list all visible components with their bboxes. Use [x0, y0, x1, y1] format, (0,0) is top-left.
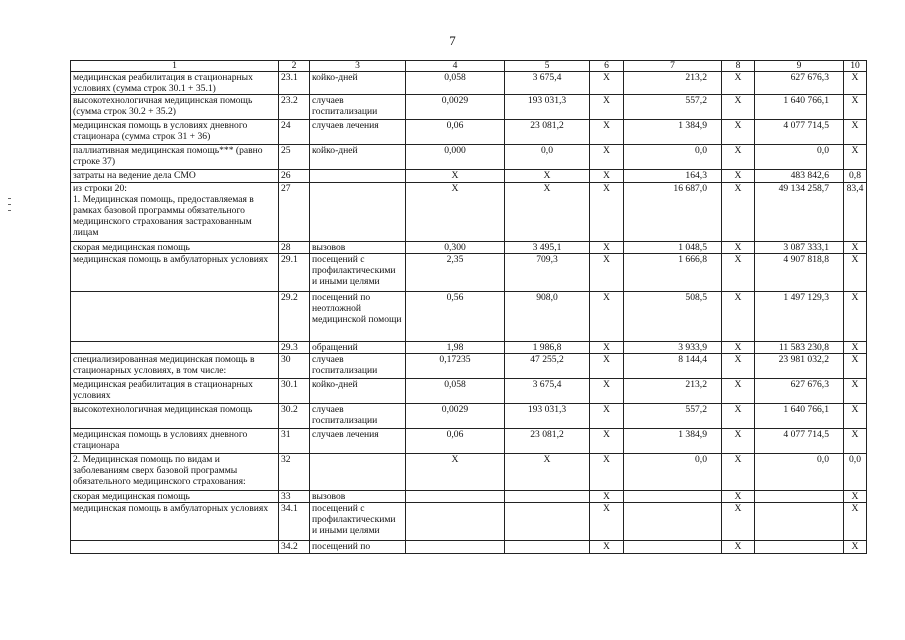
share-cell: X	[844, 379, 867, 404]
table-row	[71, 354, 867, 379]
row-label-cell: медицинская помощь в условиях дневного стационара (сумма строк 31 + 36)	[71, 120, 279, 145]
share-cell: X	[844, 292, 867, 342]
col-6-cell: X	[590, 354, 624, 379]
col-8-cell: X	[722, 254, 755, 292]
table-body	[71, 72, 867, 554]
col-6-cell: X	[590, 379, 624, 404]
volume-norm-cell: X	[406, 183, 505, 242]
per-capita-cell: 3 933,9	[624, 342, 722, 354]
total-cost-cell: 3 087 333,1	[755, 242, 844, 254]
per-capita-cell: 164,3	[624, 170, 722, 183]
row-code-cell: 24	[279, 120, 310, 145]
per-capita-cell: 0,0	[624, 145, 722, 170]
cost-norm-cell: 47 255,2	[505, 354, 590, 379]
per-capita-cell	[624, 503, 722, 541]
per-capita-cell: 508,5	[624, 292, 722, 342]
per-capita-cell: 1 666,8	[624, 254, 722, 292]
col-8-cell: X	[722, 379, 755, 404]
table-row	[71, 342, 867, 354]
table-row	[71, 429, 867, 454]
row-code-cell: 23.2	[279, 95, 310, 120]
header-cell: 2	[279, 61, 310, 72]
row-code-cell: 25	[279, 145, 310, 170]
col-8-cell: X	[722, 454, 755, 491]
unit-cell: вызовов	[310, 242, 406, 254]
row-label-cell: медицинская помощь в условиях дневного стационара	[71, 429, 279, 454]
col-8-cell: X	[722, 503, 755, 541]
volume-norm-cell: 0,058	[406, 72, 505, 95]
row-label-cell: медицинская помощь в амбулаторных условиях	[71, 503, 279, 541]
col-8-cell: X	[722, 541, 755, 554]
header-cell: 9	[755, 61, 844, 72]
row-label-cell: паллиативная медицинская помощь*** (равно строке 37)	[71, 145, 279, 170]
col-8-cell: X	[722, 95, 755, 120]
col-6-cell: X	[590, 503, 624, 541]
cost-norm-cell: 908,0	[505, 292, 590, 342]
volume-norm-cell: 0,06	[406, 120, 505, 145]
row-label-cell: скорая медицинская помощь	[71, 242, 279, 254]
total-cost-cell: 483 842,6	[755, 170, 844, 183]
share-cell: X	[844, 354, 867, 379]
per-capita-cell	[624, 491, 722, 503]
unit-cell: случаев лечения	[310, 120, 406, 145]
cost-norm-cell: 23 081,2	[505, 429, 590, 454]
cost-norm-cell: 3 675,4	[505, 379, 590, 404]
cost-norm-cell: X	[505, 454, 590, 491]
total-cost-cell: 11 583 230,8	[755, 342, 844, 354]
volume-norm-cell	[406, 491, 505, 503]
per-capita-cell: 16 687,0	[624, 183, 722, 242]
cost-norm-cell: 1 986,8	[505, 342, 590, 354]
financing-table	[70, 60, 867, 554]
row-code-cell: 29.1	[279, 254, 310, 292]
row-code-cell: 34.1	[279, 503, 310, 541]
table-row	[71, 491, 867, 503]
unit-cell: койко-дней	[310, 72, 406, 95]
col-6-cell: X	[590, 292, 624, 342]
margin-marks	[8, 193, 20, 218]
header-cell: 7	[624, 61, 722, 72]
share-cell: 83,4	[844, 183, 867, 242]
col-6-cell: X	[590, 491, 624, 503]
col-8-cell: X	[722, 491, 755, 503]
col-6-cell: X	[590, 145, 624, 170]
col-6-cell: X	[590, 541, 624, 554]
total-cost-cell	[755, 503, 844, 541]
col-8-cell: X	[722, 342, 755, 354]
total-cost-cell: 0,0	[755, 454, 844, 491]
row-code-cell: 29.2	[279, 292, 310, 342]
table-row	[71, 120, 867, 145]
table-header	[71, 61, 867, 72]
volume-norm-cell: 0,06	[406, 429, 505, 454]
col-6-cell: X	[590, 342, 624, 354]
header-cell: 1	[71, 61, 279, 72]
row-label-cell: медицинская помощь в амбулаторных условиях	[71, 254, 279, 292]
col-8-cell: X	[722, 120, 755, 145]
cost-norm-cell: X	[505, 183, 590, 242]
col-8-cell: X	[722, 404, 755, 429]
col-6-cell: X	[590, 120, 624, 145]
header-cell: 10	[844, 61, 867, 72]
unit-cell	[310, 454, 406, 491]
total-cost-cell: 1 640 766,1	[755, 404, 844, 429]
cost-norm-cell: 3 675,4	[505, 72, 590, 95]
unit-cell: вызовов	[310, 491, 406, 503]
unit-cell: случаев лечения	[310, 429, 406, 454]
unit-cell: посещений по неотложной медицинской помощи	[310, 292, 406, 342]
unit-cell: случаев госпитализации	[310, 404, 406, 429]
total-cost-cell: 4 077 714,5	[755, 120, 844, 145]
share-cell: X	[844, 503, 867, 541]
share-cell: 0,8	[844, 170, 867, 183]
share-cell: X	[844, 254, 867, 292]
col-6-cell: X	[590, 254, 624, 292]
unit-cell: обращений	[310, 342, 406, 354]
row-label-cell: высокотехнологичная медицинская помощь (сумма строк 30.2 + 35.2)	[71, 95, 279, 120]
col-8-cell: X	[722, 292, 755, 342]
row-code-cell: 26	[279, 170, 310, 183]
total-cost-cell	[755, 491, 844, 503]
table-row	[71, 242, 867, 254]
cost-norm-cell	[505, 491, 590, 503]
share-cell: X	[844, 95, 867, 120]
share-cell: X	[844, 342, 867, 354]
row-code-cell: 28	[279, 242, 310, 254]
header-cell: 4	[406, 61, 505, 72]
page-number: 7	[449, 33, 456, 48]
col-6-cell: X	[590, 404, 624, 429]
per-capita-cell: 213,2	[624, 379, 722, 404]
total-cost-cell: 4 907 818,8	[755, 254, 844, 292]
row-label-cell	[71, 541, 279, 554]
total-cost-cell	[755, 541, 844, 554]
table-row	[71, 183, 867, 242]
total-cost-cell: 627 676,3	[755, 379, 844, 404]
share-cell: X	[844, 404, 867, 429]
cost-norm-cell: 3 495,1	[505, 242, 590, 254]
per-capita-cell: 557,2	[624, 95, 722, 120]
table-row	[71, 254, 867, 292]
row-label-cell	[71, 292, 279, 342]
header-cell: 5	[505, 61, 590, 72]
row-code-cell: 23.1	[279, 72, 310, 95]
col-6-cell: X	[590, 72, 624, 95]
row-code-cell: 30.2	[279, 404, 310, 429]
row-label-cell: медицинская реабилитация в стационарных условиях	[71, 379, 279, 404]
col-6-cell: X	[590, 183, 624, 242]
cost-norm-cell: 709,3	[505, 254, 590, 292]
volume-norm-cell: X	[406, 170, 505, 183]
col-8-cell: X	[722, 429, 755, 454]
per-capita-cell: 213,2	[624, 72, 722, 95]
col-8-cell: X	[722, 170, 755, 183]
row-code-cell: 30.1	[279, 379, 310, 404]
col-6-cell: X	[590, 170, 624, 183]
total-cost-cell: 627 676,3	[755, 72, 844, 95]
unit-cell	[310, 170, 406, 183]
share-cell: X	[844, 541, 867, 554]
volume-norm-cell: 1,98	[406, 342, 505, 354]
unit-cell: случаев госпитализации	[310, 95, 406, 120]
volume-norm-cell: 0,0029	[406, 95, 505, 120]
col-8-cell: X	[722, 242, 755, 254]
col-6-cell: X	[590, 429, 624, 454]
cost-norm-cell: 23 081,2	[505, 120, 590, 145]
table-row	[71, 72, 867, 95]
table-row	[71, 170, 867, 183]
col-8-cell: X	[722, 354, 755, 379]
table-row	[71, 454, 867, 491]
share-cell: X	[844, 429, 867, 454]
row-label-cell: высокотехнологичная медицинская помощь	[71, 404, 279, 429]
unit-cell: посещений с профилактическими и иными целями	[310, 503, 406, 541]
total-cost-cell: 49 134 258,7	[755, 183, 844, 242]
volume-norm-cell: 2,35	[406, 254, 505, 292]
table-row	[71, 503, 867, 541]
table-row	[71, 292, 867, 342]
cost-norm-cell: 193 031,3	[505, 95, 590, 120]
volume-norm-cell: 0,300	[406, 242, 505, 254]
col-8-cell: X	[722, 183, 755, 242]
row-label-cell: из строки 20: 1. Медицинская помощь, предоставляемая в рамках базовой программы обязательного медицинского страхования застрахованным лицам	[71, 183, 279, 242]
cost-norm-cell: 193 031,3	[505, 404, 590, 429]
per-capita-cell: 557,2	[624, 404, 722, 429]
share-cell: 0,0	[844, 454, 867, 491]
table-row	[71, 145, 867, 170]
share-cell: X	[844, 145, 867, 170]
total-cost-cell: 0,0	[755, 145, 844, 170]
volume-norm-cell: 0,058	[406, 379, 505, 404]
volume-norm-cell: 0,56	[406, 292, 505, 342]
share-cell: X	[844, 120, 867, 145]
total-cost-cell: 4 077 714,5	[755, 429, 844, 454]
row-label-cell: 2. Медицинская помощь по видам и заболеваниям сверх базовой программы обязательного медицинского страхования:	[71, 454, 279, 491]
per-capita-cell: 1 048,5	[624, 242, 722, 254]
unit-cell: случаев госпитализации	[310, 354, 406, 379]
share-cell: X	[844, 242, 867, 254]
col-6-cell: X	[590, 454, 624, 491]
row-code-cell: 27	[279, 183, 310, 242]
unit-cell: койко-дней	[310, 379, 406, 404]
row-label-cell: медицинская реабилитация в стационарных условиях (сумма строк 30.1 + 35.1)	[71, 72, 279, 95]
volume-norm-cell	[406, 503, 505, 541]
share-cell: X	[844, 491, 867, 503]
row-label-cell: скорая медицинская помощь	[71, 491, 279, 503]
row-code-cell: 32	[279, 454, 310, 491]
table-row	[71, 95, 867, 120]
share-cell: X	[844, 72, 867, 95]
unit-cell: посещений с профилактическими и иными целями	[310, 254, 406, 292]
per-capita-cell: 1 384,9	[624, 429, 722, 454]
total-cost-cell: 1 497 129,3	[755, 292, 844, 342]
per-capita-cell	[624, 541, 722, 554]
header-cell: 8	[722, 61, 755, 72]
row-code-cell: 30	[279, 354, 310, 379]
per-capita-cell: 0,0	[624, 454, 722, 491]
per-capita-cell: 8 144,4	[624, 354, 722, 379]
volume-norm-cell: 0,000	[406, 145, 505, 170]
cost-norm-cell: 0,0	[505, 145, 590, 170]
row-code-cell: 33	[279, 491, 310, 503]
row-code-cell: 29.3	[279, 342, 310, 354]
volume-norm-cell: 0,17235	[406, 354, 505, 379]
row-label-cell: затраты на ведение дела СМО	[71, 170, 279, 183]
total-cost-cell: 1 640 766,1	[755, 95, 844, 120]
unit-cell: койко-дней	[310, 145, 406, 170]
unit-cell: посещений по	[310, 541, 406, 554]
table-row	[71, 379, 867, 404]
table-row	[71, 541, 867, 554]
volume-norm-cell	[406, 541, 505, 554]
cost-norm-cell	[505, 503, 590, 541]
volume-norm-cell: X	[406, 454, 505, 491]
cost-norm-cell	[505, 541, 590, 554]
row-label-cell	[71, 342, 279, 354]
col-6-cell: X	[590, 242, 624, 254]
per-capita-cell: 1 384,9	[624, 120, 722, 145]
col-8-cell: X	[722, 145, 755, 170]
cost-norm-cell: X	[505, 170, 590, 183]
row-code-cell: 31	[279, 429, 310, 454]
header-cell: 6	[590, 61, 624, 72]
unit-cell	[310, 183, 406, 242]
col-8-cell: X	[722, 72, 755, 95]
row-label-cell: специализированная медицинская помощь в стационарных условиях, в том числе:	[71, 354, 279, 379]
col-6-cell: X	[590, 95, 624, 120]
table-row	[71, 404, 867, 429]
header-cell: 3	[310, 61, 406, 72]
total-cost-cell: 23 981 032,2	[755, 354, 844, 379]
row-code-cell: 34.2	[279, 541, 310, 554]
volume-norm-cell: 0,0029	[406, 404, 505, 429]
